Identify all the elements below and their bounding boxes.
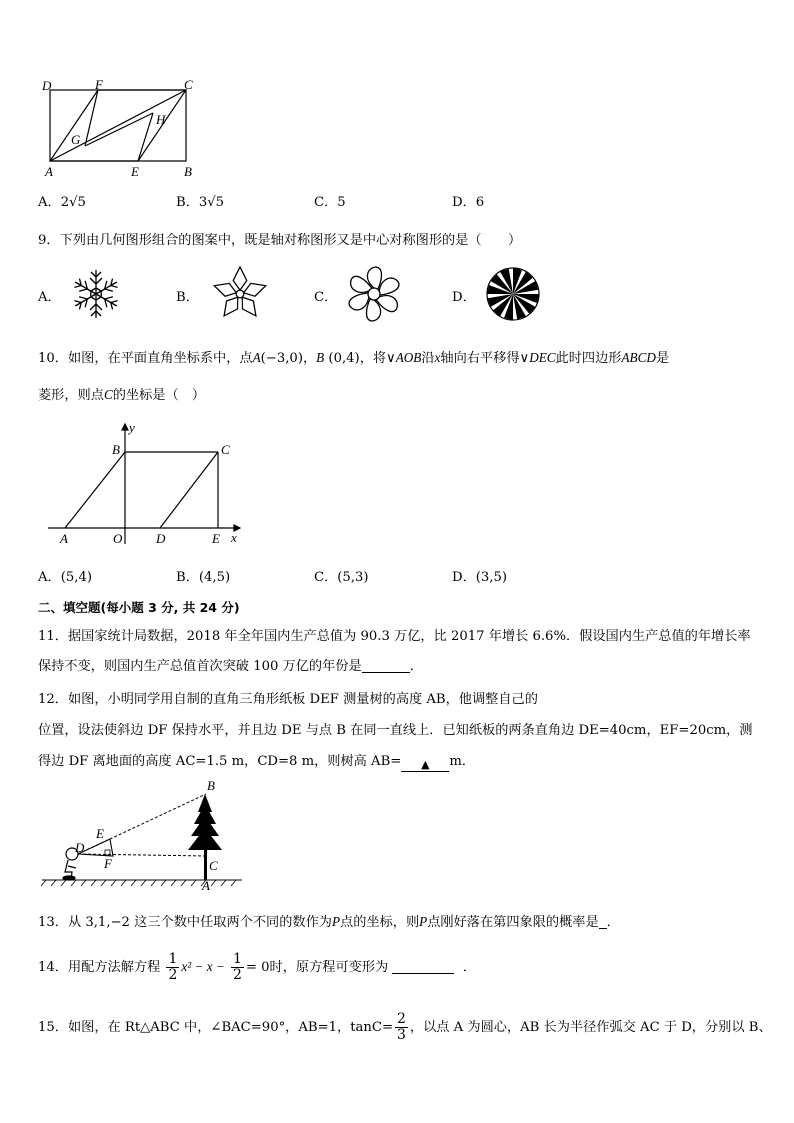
q9-option-c-label[interactable]: C． <box>314 290 338 305</box>
label-c: C <box>184 77 193 92</box>
q13-stem: 13．从 3,1,−2 这三个数中任取两个不同的数作为P点的坐标，则P点刚好落在第四象限的概率是 ． <box>38 914 620 930</box>
label-e: E <box>212 531 220 546</box>
label-d: D <box>156 531 166 546</box>
snowflake-icon[interactable] <box>68 266 124 322</box>
label-x-axis: x <box>231 530 237 545</box>
q12-line3: 得边 DF 离地面的高度 AC=1.5 m，CD=8 m，则树高 AB= ▲ m． <box>38 754 476 771</box>
q14-fraction-2: $\frac{1}{2}$ <box>232 951 242 983</box>
q11-answer-blank[interactable] <box>362 658 410 673</box>
q12-answer-blank[interactable]: ▲ <box>401 757 449 772</box>
label-a: A <box>45 164 53 179</box>
q14-answer-blank[interactable] <box>392 959 454 974</box>
q9-stem: 9．下列由几何图形组合的图案中，既是轴对称图形又是中心对称图形的是（ ） <box>38 233 522 248</box>
q8-option-d[interactable]: D．6 <box>452 195 485 210</box>
pentagon-star-icon[interactable] <box>210 265 270 323</box>
pinwheel-icon[interactable] <box>344 264 404 324</box>
label-a: A <box>60 531 68 546</box>
q10-stem-line2: 菱形，则点C的坐标是（ ） <box>38 387 206 403</box>
q10-option-a[interactable]: A．(5,4) <box>38 570 92 585</box>
label-h: H <box>156 112 166 127</box>
label-f: F <box>95 77 103 92</box>
q12-figure <box>38 776 248 892</box>
label-e: E <box>96 826 104 841</box>
q11-line1: 11．据国家统计局数据，2018 年全年国内生产总值为 90.3 万亿，比 2017 年增长 6.6%．假设国内生产总值的年增长率 <box>38 629 751 644</box>
section-title: 二、填空题(每小题 3 分, 共 24 分) <box>38 600 240 615</box>
q14-fraction-1: $\frac{1}{2}$ <box>168 951 178 983</box>
q9-option-b-label[interactable]: B． <box>176 290 199 305</box>
label-c: C <box>209 858 218 873</box>
label-b: B <box>184 164 192 179</box>
black-white-wheel-icon[interactable] <box>484 265 542 323</box>
label-a: A <box>202 878 210 892</box>
q14-stem: 14．用配方法解方程 $\frac{1}{2}$ x² − x − $\frac{1}{2}$ = 0时，原方程可变形为 ． <box>38 951 476 983</box>
q11-line2: 保持不变，则国内生产总值首次突破 100 万亿的年份是 ． <box>38 659 423 674</box>
q9-option-d-label[interactable]: D． <box>452 290 476 305</box>
label-d: D <box>42 78 52 93</box>
q15-stem: 15．如图，在 Rt△ABC 中，∠BAC=90°，AB=1，tanC= $\frac{2}{3}$ ，以点 A 为圆心，AB 长为半径作弧交 AC 于 D，分别以 B、 <box>38 1011 772 1043</box>
q8-option-c[interactable]: C．5 <box>314 195 346 210</box>
label-c: C <box>221 442 230 457</box>
label-e: E <box>131 164 139 179</box>
label-b: B <box>207 778 215 793</box>
q10-stem-line1: 10．如图，在平面直角坐标系中，点A(−3,0)，B (0,4)，将∨AOB沿x轴向右平移得∨DEC此时四边形ABCD是 <box>38 350 670 366</box>
label-g: G <box>71 132 81 147</box>
q8-option-b[interactable]: B．3√5 <box>176 195 225 210</box>
q10-figure <box>40 420 250 548</box>
q10-option-d[interactable]: D．(3,5) <box>452 570 508 585</box>
q10-option-c[interactable]: C．(5,3) <box>314 570 369 585</box>
label-o: O <box>113 531 123 546</box>
q15-fraction: $\frac{2}{3}$ <box>397 1011 406 1043</box>
label-b: B <box>112 442 120 457</box>
q8-option-a[interactable]: A．2√5 <box>38 195 86 210</box>
q9-option-a-label[interactable]: A． <box>38 290 61 305</box>
label-y-axis: y <box>129 420 135 435</box>
q12-line1: 12．如图，小明同学用自制的直角三角形纸板 DEF 测量树的高度 AB，他调整自己的 <box>38 692 538 707</box>
q10-option-b[interactable]: B．(4,5) <box>176 570 231 585</box>
q12-line2: 位置，设法使斜边 DF 保持水平，并且边 DE 与点 B 在同一直线上．已知纸板的两条直角边 DE=40cm，EF=20cm，测 <box>38 723 753 738</box>
label-d: D <box>75 840 85 855</box>
label-f: F <box>104 856 112 871</box>
q8-figure <box>38 76 208 184</box>
q13-answer-blank[interactable] <box>599 914 607 929</box>
